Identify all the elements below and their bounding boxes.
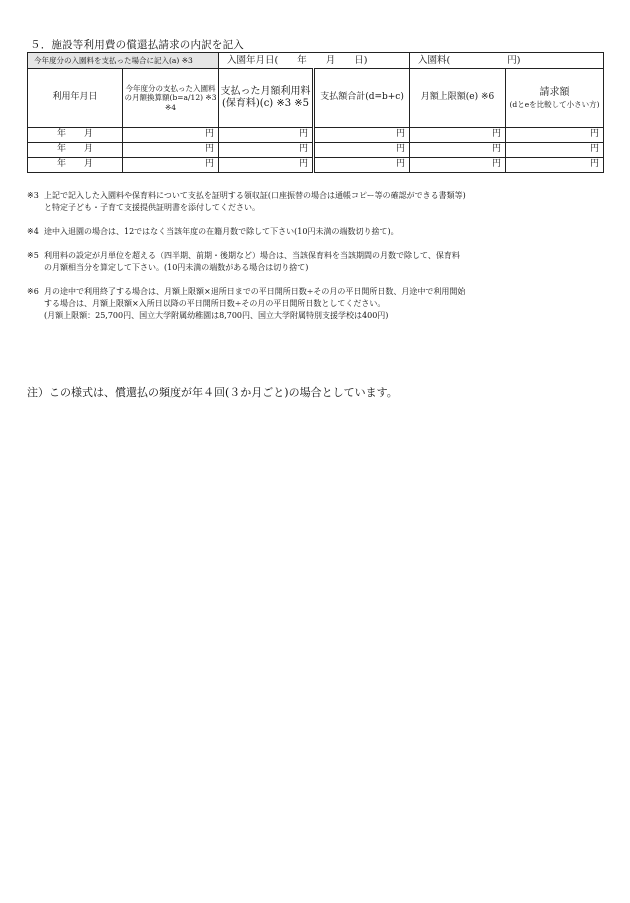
header-total-paid: 支払額合計(d=b+c) bbox=[314, 69, 410, 128]
amount-b-cell[interactable]: 円 bbox=[123, 158, 219, 173]
header-monthly-cap: 月額上限額(e) ※6 bbox=[410, 69, 506, 128]
amount-d-cell[interactable]: 円 bbox=[314, 143, 410, 158]
header-usage-date: 利用年月日 bbox=[28, 69, 123, 128]
footnote-mark: ※6 bbox=[27, 287, 39, 296]
footnote-text: 上記で記入した入園料や保育料について支払を証明する領収証(口座振替の場合は通帳コピー等の確認ができる書類等) と特定子ども・子育て支援提供証明書を添付してください。 bbox=[44, 191, 466, 212]
footnote-mark: ※3 bbox=[27, 191, 39, 200]
amount-e-cell[interactable]: 円 bbox=[410, 128, 506, 143]
footnote-text: 途中入退園の場合は、12ではなく当該年度の在籍月数で除して下さい(10円未満の端数切り捨て)。 bbox=[44, 227, 399, 236]
table-row bbox=[28, 128, 604, 143]
footnote-3 bbox=[27, 190, 607, 214]
footnote-6 bbox=[27, 286, 607, 322]
reimbursement-table bbox=[27, 52, 604, 173]
footnote-5 bbox=[27, 250, 607, 274]
frequency-note: 注）この様式は、償還払の頻度が年４回(３か月ごと)の場合としています。 bbox=[27, 386, 398, 399]
amount-f-cell[interactable]: 円 bbox=[506, 158, 604, 173]
header-monthly-usage-fee: 支払った月額利用料(保育料)(c) ※3 ※5 bbox=[219, 69, 314, 128]
amount-f-cell[interactable]: 円 bbox=[506, 143, 604, 158]
row-date-cell[interactable]: 年 月 bbox=[28, 158, 123, 173]
row-date-cell[interactable]: 年 月 bbox=[28, 143, 123, 158]
amount-d-cell[interactable]: 円 bbox=[314, 158, 410, 173]
table-row bbox=[28, 143, 604, 158]
table-row bbox=[28, 158, 604, 173]
header-claim-amount bbox=[506, 69, 604, 128]
claim-amount-label: 請求額 bbox=[539, 87, 570, 99]
amount-e-cell[interactable]: 円 bbox=[410, 143, 506, 158]
amount-f-cell[interactable]: 円 bbox=[506, 128, 604, 143]
enroll-fee-note: 今年度分の入園料を支払った場合に記入(a) ※3 bbox=[28, 53, 219, 69]
footnote-mark: ※4 bbox=[27, 227, 39, 236]
amount-b-cell[interactable]: 円 bbox=[123, 128, 219, 143]
claim-amount-sub: (dとeを比較して小さい方) bbox=[509, 99, 600, 109]
enroll-fee-field[interactable]: 入園料( 円) bbox=[410, 53, 604, 69]
footnote-4 bbox=[27, 226, 607, 238]
amount-c-cell[interactable]: 円 bbox=[219, 158, 314, 173]
footnote-text: 月の途中で利用終了する場合は、月額上限額×退所日までの平日開所日数÷その月の平日開所日数、月途中で利用開始 する場合は、月額上限額×入所日以降の平日開所日数÷その月の平日開所日数としてください。 (月額上限額：25,700円、国立大学附属幼稚園は8,700円、国立大学附属特別支援学校は400円) bbox=[44, 287, 466, 320]
amount-d-cell[interactable]: 円 bbox=[314, 128, 410, 143]
section-title: ５．施設等利用費の償還払請求の内訳を記入 bbox=[30, 39, 244, 51]
amount-c-cell[interactable]: 円 bbox=[219, 128, 314, 143]
row-date-cell[interactable]: 年 月 bbox=[28, 128, 123, 143]
header-monthly-enroll-fee: 今年度分の支払った入園料の月額換算額(b=a/12) ※3 ※4 bbox=[123, 69, 219, 128]
footnote-mark: ※5 bbox=[27, 251, 39, 260]
enroll-date-field[interactable]: 入園年月日( 年 月 日) bbox=[219, 53, 410, 69]
footnote-text: 利用料の設定が月単位を超える（四半期、前期・後期など）場合は、当該保育料を当該期間の月数で除して、保育料 の月額相当分を算定して下さい。(10円未満の端数がある場合は切り捨て) bbox=[44, 251, 460, 272]
footnotes bbox=[27, 190, 607, 334]
amount-b-cell[interactable]: 円 bbox=[123, 143, 219, 158]
amount-c-cell[interactable]: 円 bbox=[219, 143, 314, 158]
amount-e-cell[interactable]: 円 bbox=[410, 158, 506, 173]
